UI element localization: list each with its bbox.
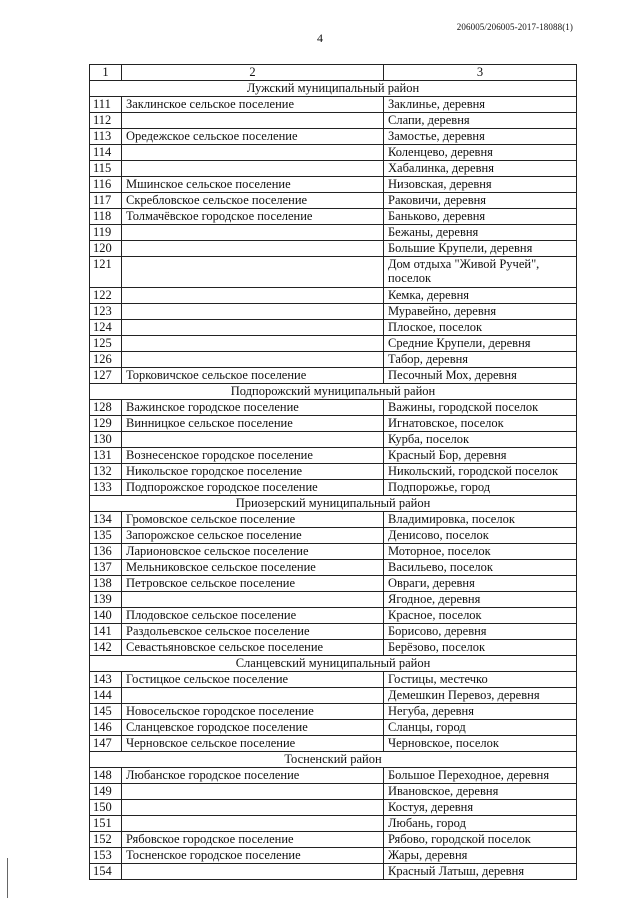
row-number: 140 — [90, 608, 122, 624]
row-number: 141 — [90, 624, 122, 640]
locality-cell: Денисово, поселок — [384, 528, 577, 544]
settlements-table — [89, 64, 577, 880]
settlement-cell — [122, 864, 384, 880]
row-number: 114 — [90, 145, 122, 161]
locality-cell: Курба, поселок — [384, 432, 577, 448]
table-row — [90, 848, 577, 864]
table-row — [90, 768, 577, 784]
row-number: 149 — [90, 784, 122, 800]
row-number: 129 — [90, 416, 122, 432]
locality-cell: Владимировка, поселок — [384, 512, 577, 528]
locality-cell: Красный Бор, деревня — [384, 448, 577, 464]
settlement-cell: Плодовское сельское поселение — [122, 608, 384, 624]
region-row — [90, 81, 577, 97]
locality-cell: Хабалинка, деревня — [384, 161, 577, 177]
region-row — [90, 752, 577, 768]
settlement-cell: Громовское сельское поселение — [122, 512, 384, 528]
row-number: 138 — [90, 576, 122, 592]
table-row — [90, 576, 577, 592]
locality-cell: Костуя, деревня — [384, 800, 577, 816]
settlement-cell — [122, 257, 384, 288]
row-number: 124 — [90, 320, 122, 336]
table-row — [90, 816, 577, 832]
table-row — [90, 400, 577, 416]
settlement-cell — [122, 816, 384, 832]
table-row — [90, 608, 577, 624]
row-number: 115 — [90, 161, 122, 177]
settlement-cell: Ларионовское сельское поселение — [122, 544, 384, 560]
table-row — [90, 640, 577, 656]
settlement-cell — [122, 288, 384, 304]
row-number: 126 — [90, 352, 122, 368]
table-row — [90, 416, 577, 432]
row-number: 112 — [90, 113, 122, 129]
table-row — [90, 193, 577, 209]
row-number: 117 — [90, 193, 122, 209]
row-number: 148 — [90, 768, 122, 784]
settlement-cell — [122, 432, 384, 448]
table-row — [90, 113, 577, 129]
locality-cell: Борисово, деревня — [384, 624, 577, 640]
region-title: Лужский муниципальный район — [90, 81, 577, 97]
settlement-cell — [122, 113, 384, 129]
locality-cell: Раковичи, деревня — [384, 193, 577, 209]
locality-cell: Дом отдыха "Живой Ручей", поселок — [384, 257, 577, 288]
table-row — [90, 784, 577, 800]
locality-cell: Жары, деревня — [384, 848, 577, 864]
locality-cell: Никольский, городской поселок — [384, 464, 577, 480]
row-number: 144 — [90, 688, 122, 704]
locality-cell: Ивановское, деревня — [384, 784, 577, 800]
row-number: 131 — [90, 448, 122, 464]
locality-cell: Игнатовское, поселок — [384, 416, 577, 432]
settlement-cell — [122, 241, 384, 257]
settlement-cell: Никольское городское поселение — [122, 464, 384, 480]
table-row — [90, 736, 577, 752]
locality-cell: Важины, городской поселок — [384, 400, 577, 416]
settlement-cell — [122, 304, 384, 320]
table-row — [90, 832, 577, 848]
region-title: Тосненский район — [90, 752, 577, 768]
locality-cell: Рябово, городской поселок — [384, 832, 577, 848]
settlement-cell — [122, 161, 384, 177]
row-number: 150 — [90, 800, 122, 816]
row-number: 128 — [90, 400, 122, 416]
table-row — [90, 352, 577, 368]
table-row — [90, 336, 577, 352]
settlement-cell — [122, 352, 384, 368]
row-number: 121 — [90, 257, 122, 288]
table-row — [90, 544, 577, 560]
table-row — [90, 129, 577, 145]
settlement-cell — [122, 688, 384, 704]
settlement-cell — [122, 225, 384, 241]
settlement-cell: Важинское городское поселение — [122, 400, 384, 416]
region-row — [90, 656, 577, 672]
settlement-cell: Новосельское городское поселение — [122, 704, 384, 720]
header-col-2: 2 — [122, 65, 384, 81]
locality-cell: Гостицы, местечко — [384, 672, 577, 688]
settlement-cell — [122, 592, 384, 608]
region-title: Подпорожский муниципальный район — [90, 384, 577, 400]
table-row — [90, 320, 577, 336]
locality-cell: Негуба, деревня — [384, 704, 577, 720]
row-number: 118 — [90, 209, 122, 225]
row-number: 111 — [90, 97, 122, 113]
locality-cell: Большое Переходное, деревня — [384, 768, 577, 784]
row-number: 151 — [90, 816, 122, 832]
settlement-cell: Раздольевское сельское поселение — [122, 624, 384, 640]
locality-cell: Песочный Мох, деревня — [384, 368, 577, 384]
row-number: 135 — [90, 528, 122, 544]
locality-cell: Красный Латыш, деревня — [384, 864, 577, 880]
settlement-cell: Оредежское сельское поселение — [122, 129, 384, 145]
settlement-cell: Мшинское сельское поселение — [122, 177, 384, 193]
settlement-cell: Петровское сельское поселение — [122, 576, 384, 592]
settlement-cell: Подпорожское городское поселение — [122, 480, 384, 496]
region-row — [90, 384, 577, 400]
table-row — [90, 257, 577, 288]
row-number: 132 — [90, 464, 122, 480]
row-number: 127 — [90, 368, 122, 384]
row-number: 136 — [90, 544, 122, 560]
settlement-cell: Тосненское городское поселение — [122, 848, 384, 864]
row-number: 120 — [90, 241, 122, 257]
row-number: 119 — [90, 225, 122, 241]
settlement-cell: Рябовское городское поселение — [122, 832, 384, 848]
page-number: 4 — [317, 31, 323, 45]
locality-cell: Табор, деревня — [384, 352, 577, 368]
table-row — [90, 592, 577, 608]
region-title: Сланцевский муниципальный район — [90, 656, 577, 672]
settlement-cell: Вознесенское городское поселение — [122, 448, 384, 464]
table-row — [90, 464, 577, 480]
row-number: 116 — [90, 177, 122, 193]
settlement-cell — [122, 145, 384, 161]
table-row — [90, 97, 577, 113]
locality-cell: Коленцево, деревня — [384, 145, 577, 161]
settlement-cell: Скребловское сельское поселение — [122, 193, 384, 209]
table-row — [90, 864, 577, 880]
table-row — [90, 800, 577, 816]
locality-cell: Заклинье, деревня — [384, 97, 577, 113]
document-id: 206005/206005-2017-18088(1) — [456, 22, 573, 32]
row-number: 125 — [90, 336, 122, 352]
locality-cell: Большие Крупели, деревня — [384, 241, 577, 257]
table-row — [90, 241, 577, 257]
settlement-cell: Винницкое сельское поселение — [122, 416, 384, 432]
locality-cell: Низовская, деревня — [384, 177, 577, 193]
row-number: 133 — [90, 480, 122, 496]
table-row — [90, 448, 577, 464]
table-row — [90, 225, 577, 241]
header-row — [90, 65, 577, 81]
table-row — [90, 560, 577, 576]
settlement-cell: Севастьяновское сельское поселение — [122, 640, 384, 656]
table-row — [90, 161, 577, 177]
row-number: 147 — [90, 736, 122, 752]
locality-cell: Любань, город — [384, 816, 577, 832]
region-row — [90, 496, 577, 512]
margin-mark — [7, 858, 8, 898]
settlement-cell: Черновское сельское поселение — [122, 736, 384, 752]
row-number: 153 — [90, 848, 122, 864]
row-number: 134 — [90, 512, 122, 528]
table-row — [90, 432, 577, 448]
locality-cell: Средние Крупели, деревня — [384, 336, 577, 352]
row-number: 113 — [90, 129, 122, 145]
settlement-cell — [122, 800, 384, 816]
settlement-cell: Сланцевское городское поселение — [122, 720, 384, 736]
table-row — [90, 704, 577, 720]
row-number: 122 — [90, 288, 122, 304]
locality-cell: Овраги, деревня — [384, 576, 577, 592]
table-row — [90, 177, 577, 193]
header-col-1: 1 — [90, 65, 122, 81]
locality-cell: Муравейно, деревня — [384, 304, 577, 320]
locality-cell: Плоское, поселок — [384, 320, 577, 336]
settlement-cell: Мельниковское сельское поселение — [122, 560, 384, 576]
locality-cell: Баньково, деревня — [384, 209, 577, 225]
row-number: 154 — [90, 864, 122, 880]
locality-cell: Подпорожье, город — [384, 480, 577, 496]
table-row — [90, 688, 577, 704]
locality-cell: Черновское, поселок — [384, 736, 577, 752]
locality-cell: Васильево, поселок — [384, 560, 577, 576]
region-title: Приозерский муниципальный район — [90, 496, 577, 512]
table-row — [90, 145, 577, 161]
locality-cell: Красное, поселок — [384, 608, 577, 624]
locality-cell: Слапи, деревня — [384, 113, 577, 129]
table-row — [90, 368, 577, 384]
row-number: 137 — [90, 560, 122, 576]
row-number: 152 — [90, 832, 122, 848]
locality-cell: Кемка, деревня — [384, 288, 577, 304]
locality-cell: Ягодное, деревня — [384, 592, 577, 608]
locality-cell: Моторное, поселок — [384, 544, 577, 560]
settlement-cell: Гостицкое сельское поселение — [122, 672, 384, 688]
settlement-cell — [122, 320, 384, 336]
row-number: 130 — [90, 432, 122, 448]
settlement-cell: Запорожское сельское поселение — [122, 528, 384, 544]
settlement-cell: Заклинское сельское поселение — [122, 97, 384, 113]
row-number: 139 — [90, 592, 122, 608]
table-row — [90, 528, 577, 544]
settlement-cell — [122, 336, 384, 352]
table-row — [90, 720, 577, 736]
row-number: 123 — [90, 304, 122, 320]
table-row — [90, 304, 577, 320]
settlement-cell: Торковичское сельское поселение — [122, 368, 384, 384]
locality-cell: Берёзово, поселок — [384, 640, 577, 656]
settlement-cell: Толмачёвское городское поселение — [122, 209, 384, 225]
table-row — [90, 512, 577, 528]
row-number: 143 — [90, 672, 122, 688]
table-row — [90, 209, 577, 225]
table-row — [90, 480, 577, 496]
settlement-cell: Любанское городское поселение — [122, 768, 384, 784]
locality-cell: Демешкин Перевоз, деревня — [384, 688, 577, 704]
row-number: 146 — [90, 720, 122, 736]
table-row — [90, 624, 577, 640]
row-number: 145 — [90, 704, 122, 720]
header-col-3: 3 — [384, 65, 577, 81]
row-number: 142 — [90, 640, 122, 656]
locality-cell: Замостье, деревня — [384, 129, 577, 145]
locality-cell: Сланцы, город — [384, 720, 577, 736]
locality-cell: Бежаны, деревня — [384, 225, 577, 241]
table-row — [90, 288, 577, 304]
settlement-cell — [122, 784, 384, 800]
table-row — [90, 672, 577, 688]
